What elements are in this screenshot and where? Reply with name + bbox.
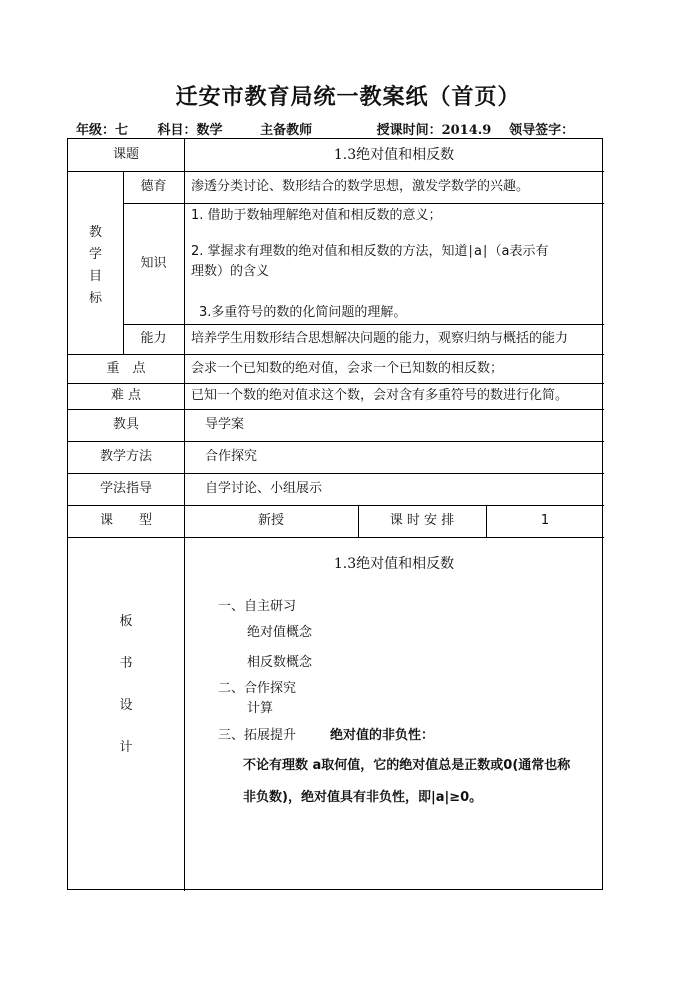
difficulty-text: 已知一个数的绝对值求这个数，会对含有多重符号的数进行化简。 [191, 388, 569, 403]
board-section-1-item-b: 相反数概念 [247, 655, 313, 670]
method-value: 合作探究 [205, 449, 258, 464]
method-label: 教学方法 [99, 449, 152, 464]
header-meta [76, 119, 574, 138]
knowledge-item-3: 3.多重符号的数的化简问题的理解。 [199, 305, 407, 320]
board-section-1-item-a: 绝对值概念 [247, 625, 313, 640]
lesson-type-value: 新授 [257, 513, 284, 528]
key-point-text: 会求一个已知数的绝对值，会求一个已知数的相反数； [191, 361, 504, 376]
board-section-3-line-2: 非负数)，绝对值具有非负性，即|a|≥0。 [243, 790, 483, 805]
knowledge-label: 知识 [140, 256, 167, 271]
leader-signature-field: 领导签字： [509, 123, 575, 138]
board-section-2-item-a: 计算 [247, 701, 274, 716]
tools-value: 导学案 [205, 417, 245, 432]
topic-label: 课题 [112, 147, 139, 162]
lesson-plan-table [67, 138, 603, 890]
board-section-1: 一、自主研习 [218, 599, 297, 614]
tools-label: 教具 [112, 417, 139, 432]
goals-label: 教 学 目 标 [88, 225, 102, 306]
board-section-3: 三、拓展提升 [218, 728, 297, 743]
schedule-value: 1 [540, 513, 550, 528]
lesson-type-label: 课 型 [99, 513, 152, 528]
teacher-field: 主备教师 [260, 123, 313, 138]
study-value: 自学讨论、小组展示 [205, 481, 323, 496]
topic-value: 1.3绝对值和相反数 [333, 147, 455, 163]
ability-label: 能力 [140, 331, 167, 346]
board-label: 板 书 设 计 [119, 614, 133, 755]
board-title: 1.3绝对值和相反数 [333, 556, 455, 572]
subject-field: 科目：数学 [157, 123, 223, 138]
page-title: 迁安市教育局统一教案纸（首页） [175, 84, 521, 110]
board-section-3-title: 绝对值的非负性： [330, 728, 435, 743]
ability-text: 培养学生用数形结合思想解决问题的能力，观察归纳与概括的能力 [191, 331, 569, 346]
board-section-2: 二、合作探究 [218, 681, 297, 696]
time-field: 授课时间：2014.9 [376, 123, 492, 138]
moral-text: 渗透分类讨论、数形结合的数学思想，激发学数学的兴趣。 [191, 179, 530, 194]
grade-field: 年级：七 [76, 123, 129, 138]
knowledge-item-2-cont: 理数）的含义 [191, 264, 270, 279]
difficulty-label: 难 点 [110, 388, 142, 403]
key-point-label: 重 点 [106, 361, 146, 376]
knowledge-item-1: 1. 借助于数轴理解绝对值和相反数的意义； [191, 208, 442, 223]
board-section-3-line-1: 不论有理数 a取何值，它的绝对值总是正数或0(通常也称 [243, 758, 571, 773]
study-label: 学法指导 [99, 481, 152, 496]
knowledge-item-2: 2. 掌握求有理数的绝对值和相反数的方法，知道∣a∣（a表示有 [191, 244, 549, 259]
moral-label: 德育 [140, 179, 167, 194]
schedule-label: 课 时 安 排 [389, 513, 455, 528]
